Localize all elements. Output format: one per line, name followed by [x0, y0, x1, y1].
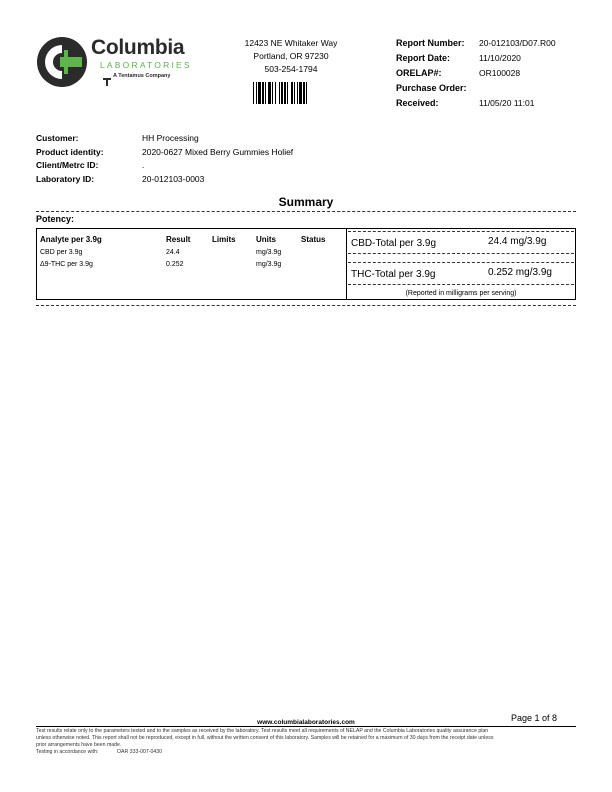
- reporting-note: (Reported in milligrams per serving): [405, 290, 517, 297]
- client-id-value: .: [142, 160, 145, 170]
- footer-disclaimer-1: Test results relate only to the parameters tested and to the samples as received by the laboratory. Test results meet all requirements of NELAP and the Columbia Laboratories quality assurance plan: [36, 728, 489, 734]
- table-row-units: mg/3.9g: [256, 249, 282, 256]
- received-label: Received:: [396, 98, 439, 108]
- barcode: [253, 82, 323, 104]
- table-row-result: 24.4: [166, 249, 180, 256]
- orelap-label: ORELAP#:: [396, 68, 442, 78]
- product-label: Product identity:: [36, 147, 104, 157]
- lab-logo: [36, 36, 196, 88]
- header-limits: Limits: [212, 235, 236, 244]
- lab-address-line1: 12423 NE Whitaker Way: [244, 38, 338, 48]
- cbd-total-value: 24.4 mg/3.9g: [488, 236, 547, 247]
- thc-total-label: THC-Total per 3.9g: [351, 269, 436, 280]
- report-date-label: Report Date:: [396, 53, 451, 63]
- orelap-value: OR100028: [479, 68, 521, 78]
- footer-disclaimer-3: prior arrangements have been made.: [36, 742, 122, 748]
- thc-divider-bottom: [348, 284, 574, 285]
- header-status: Status: [301, 235, 326, 244]
- customer-value: HH Processing: [142, 133, 199, 143]
- lab-website[interactable]: www.columbialaboratories.com: [257, 719, 355, 726]
- lab-phone: 503-254-1794: [264, 64, 318, 74]
- header-units: Units: [256, 235, 276, 244]
- table-row-result: 0.252: [166, 261, 184, 268]
- table-row-analyte: Δ9-THC per 3.9g: [40, 261, 93, 268]
- thc-divider-top: [348, 262, 574, 263]
- lab-id-label: Laboratory ID:: [36, 174, 95, 184]
- footer-rule: [36, 726, 576, 727]
- header-result: Result: [166, 235, 191, 244]
- report-number-label: Report Number:: [396, 38, 465, 48]
- cbd-divider-top: [348, 231, 574, 232]
- summary-title: Summary: [278, 195, 334, 209]
- report-number: 20-012103/D07.R00: [479, 38, 556, 48]
- product-value: 2020-0627 Mixed Berry Gummies Holief: [142, 147, 294, 157]
- header-analyte: Analyte per 3.9g: [40, 235, 102, 244]
- lab-tagline: A Tentamus Company: [113, 73, 171, 79]
- cbd-total-label: CBD-Total per 3.9g: [351, 238, 437, 249]
- received-value: 11/05/20 11:01: [479, 98, 535, 108]
- client-id-label: Client/Metrc ID:: [36, 160, 99, 170]
- customer-label: Customer:: [36, 133, 79, 143]
- potency-section-label: Potency:: [36, 214, 75, 224]
- table-row-analyte: CBD per 3.9g: [40, 249, 83, 256]
- divider-top: [36, 211, 576, 212]
- divider-bottom: [36, 305, 576, 306]
- lab-address-line2: Portland, OR 97230: [253, 51, 329, 61]
- footer-testing-value: OAR 333-007-0430: [117, 749, 162, 755]
- lab-subtitle: LABORATORIES: [100, 60, 192, 70]
- lab-name: Columbia: [91, 36, 185, 59]
- thc-total-value: 0.252 mg/3.9g: [488, 267, 552, 278]
- page-number: Page 1 of 8: [511, 713, 558, 723]
- purchase-order-label: Purchase Order:: [396, 83, 467, 93]
- footer-testing-label: Testing in accordance with:: [36, 749, 99, 755]
- table-row-units: mg/3.9g: [256, 261, 282, 268]
- report-date: 11/10/2020: [479, 53, 521, 63]
- columbia-logo-icon: [36, 36, 88, 88]
- footer-disclaimer-2: unless otherwise noted. This report shall not be reproduced, except in full, without the written consent of this laboratory. Samples will be retained for a maximum of 30 days from the receipt date unless: [36, 735, 494, 741]
- tentamus-icon: [103, 73, 111, 81]
- cbd-divider-bottom: [348, 253, 574, 254]
- lab-id-value: 20-012103-0003: [142, 174, 205, 184]
